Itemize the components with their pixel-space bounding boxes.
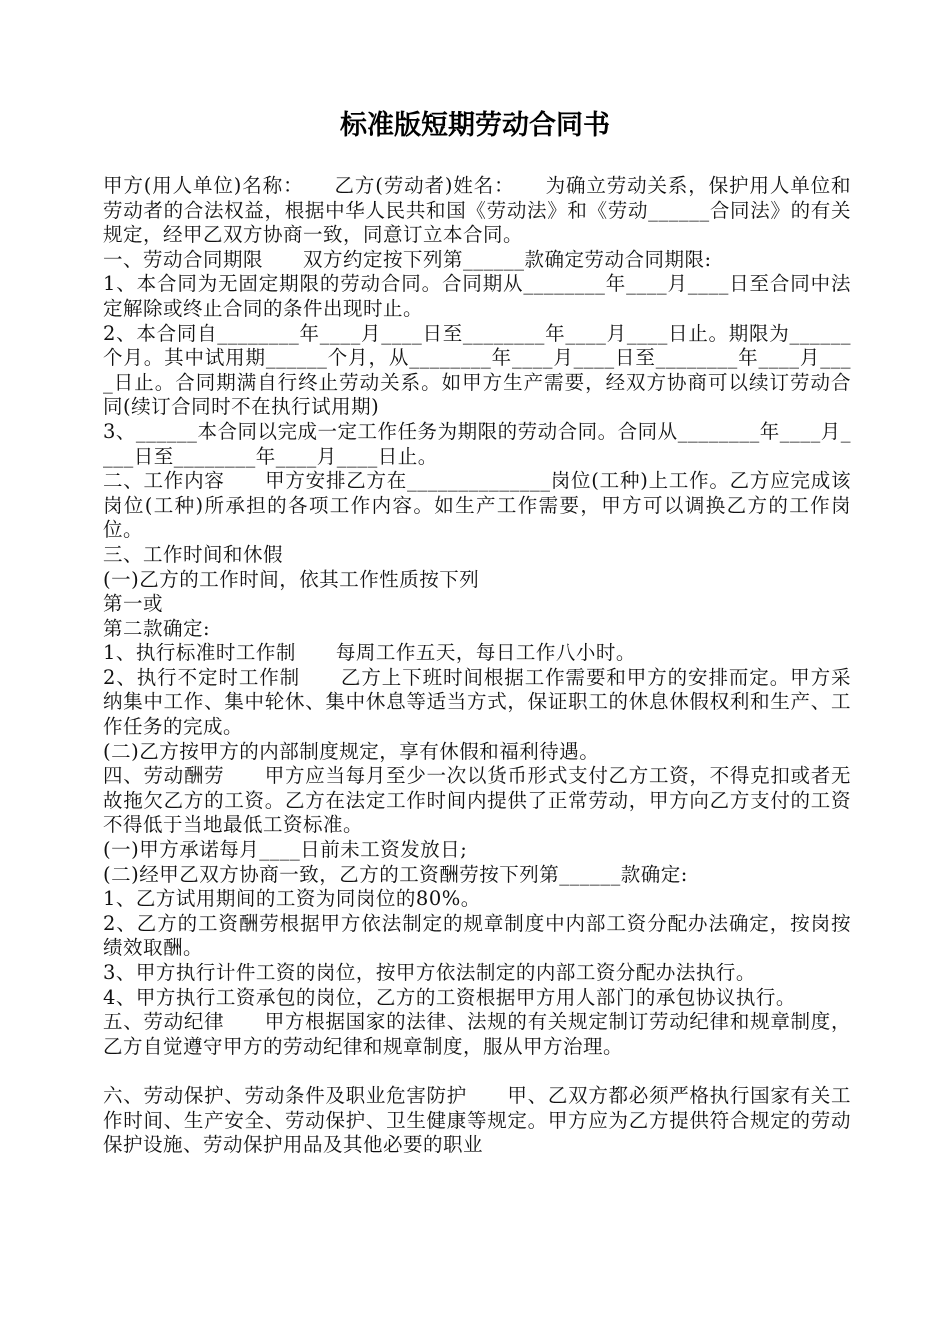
section-4-clause-3: 3、甲方执行计件工资的岗位，按甲方依法制定的内部工资分配办法执行。 [103, 961, 756, 984]
section-3-heading: 三、工作时间和休假 [103, 542, 284, 566]
section-4-item-2: (二)经甲乙双方协商一致，乙方的工资酬劳按下列第______款确定: [103, 862, 688, 886]
section-1-clause-2: 2、本合同自________年____月____日至________年____月____日止。期限为______个月。其中试用期______个月，从________年____月____日至________年____月____日止。合同期满自行终止劳动关系。如甲方生产需要，经双方协商可以续订劳动合同(续订合同时不在执行试用期) [103, 321, 851, 419]
section-4-clause-4: 4、甲方执行工资承包的岗位，乙方的工资根据甲方用人部门的承包协议执行。 [103, 985, 796, 1009]
section-3-item-1-line-2: 第一或 [103, 592, 164, 616]
section-4-paragraph: 四、劳动酬劳 甲方应当每月至少一次以货币形式支付乙方工资，不得克扣或者无故拖欠乙方的工资。乙方在法定工作时间内提供了正常劳动，甲方向乙方支付的工资不得低于当地最低工资标准。 [103, 764, 851, 837]
section-1-heading: 一、劳动合同期限 双方约定按下列第______款确定劳动合同期限: [103, 247, 712, 271]
paragraph-spacer [103, 1059, 851, 1084]
section-2-paragraph: 二、工作内容 甲方安排乙方在______________岗位(工种)上工作。乙方应完成该岗位(工种)所承担的各项工作内容。如生产工作需要，甲方可以调换乙方的工作岗位。 [103, 469, 851, 542]
section-3-item-1: (一)乙方的工作时间，依其工作性质按下列 [103, 567, 480, 591]
section-3-item-1-line-3: 第二款确定: [103, 616, 211, 640]
section-3-item-2: (二)乙方按甲方的内部制度规定，享有休假和福利待遇。 [103, 739, 600, 763]
section-3-clause-1: 1、执行标准时工作制 每周工作五天，每日工作八小时。 [103, 641, 636, 665]
section-3-clause-2: 2、执行不定时工作制 乙方上下班时间根据工作需要和甲方的安排而定。甲方采纳集中工作、集中轮休、集中休息等适当方式，保证职工的休息休假权利和生产、工作任务的完成。 [103, 665, 851, 739]
section-1-clause-3: 3、______本合同以完成一定工作任务为期限的劳动合同。合同从________年____月____日至________年____月____日止。 [103, 419, 851, 468]
section-4-clause-1: 1、乙方试用期间的工资为同岗位的80%。 [103, 887, 481, 911]
section-4-clause-2: 2、乙方的工资酬劳根据甲方依法制定的规章制度中内部工资分配办法确定，按岗按绩效取酬。 [103, 911, 851, 960]
preamble-paragraph: 甲方(用人单位)名称： 乙方(劳动者)姓名： 为确立劳动关系，保护用人单位和劳动者的合法权益，根据中华人民共和国《劳动法》和《劳动______合同法》的有关规定，经甲乙双方协商一致，同意订立本合同。 [103, 174, 851, 247]
section-4-item-1: (一)甲方承诺每月____日前未工资发放日; [103, 838, 468, 862]
document-body [103, 174, 851, 1158]
section-1-clause-1: 1、本合同为无固定期限的劳动合同。合同期从________年____月____日至合同中法定解除或终止合同的条件出现时止。 [103, 272, 851, 320]
document-title: 标准版短期劳动合同书 [340, 110, 610, 141]
section-6-paragraph: 六、劳动保护、劳动条件及职业危害防护 甲、乙双方都必须严格执行国家有关工作时间、生产安全、劳动保护、卫生健康等规定。甲方应为乙方提供符合规定的劳动保护设施、劳动保护用品及其他必要的职业 [103, 1083, 851, 1157]
section-5-paragraph: 五、劳动纪律 甲方根据国家的法律、法规的有关规定制订劳动纪律和规章制度，乙方自觉遵守甲方的劳动纪律和规章制度，服从甲方治理。 [103, 1010, 851, 1058]
